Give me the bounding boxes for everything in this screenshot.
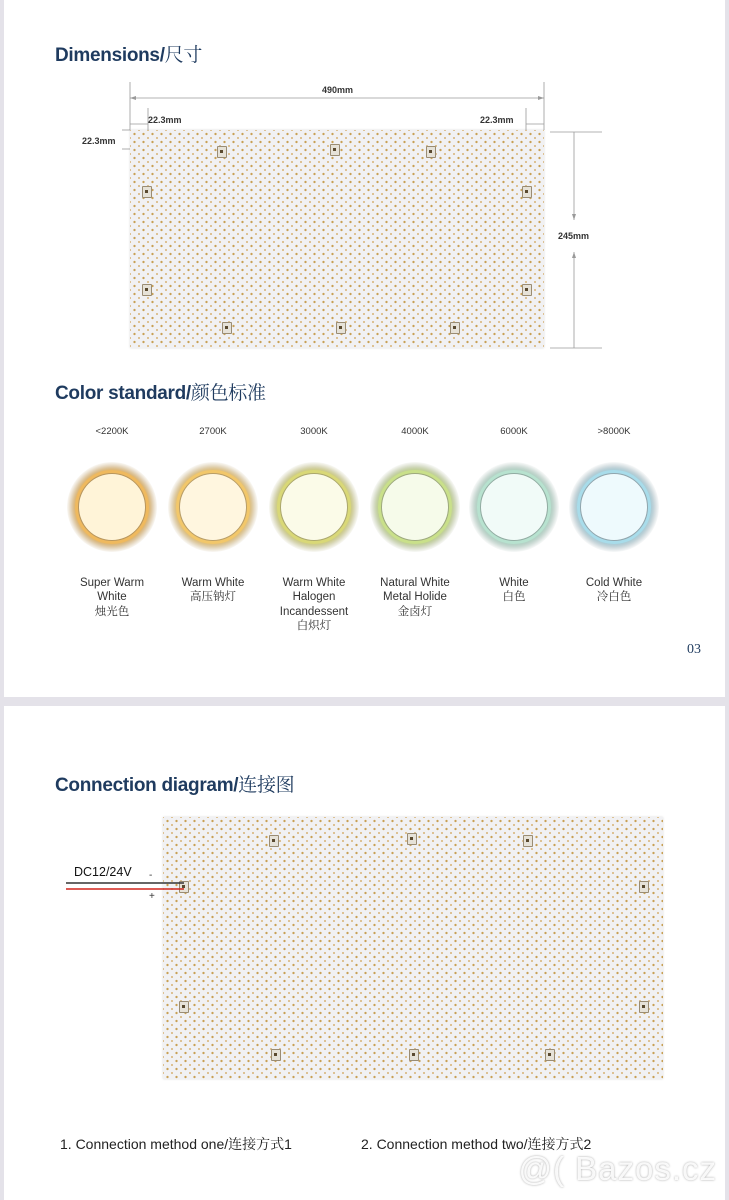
voltage-label: DC12/24V [74, 865, 132, 879]
panel-connector [142, 284, 152, 296]
width-dimension: 490mm [322, 85, 354, 95]
dimensions-title-cn: 尺寸 [164, 45, 203, 66]
color-label-line: 白炽灯 [296, 620, 332, 633]
power-wires [60, 880, 190, 896]
panel-connector [639, 881, 649, 893]
color-label-line: Natural White [380, 577, 450, 589]
page-number: 03 [687, 642, 701, 657]
kelvin-label: 4000K [401, 426, 429, 437]
minus-sign: - [149, 870, 153, 881]
color-label-line: Cold White [585, 577, 643, 589]
color-label-line: Warm White [282, 577, 346, 589]
color-swatch-circle [569, 462, 659, 552]
color-label-line: White [499, 577, 529, 589]
color-standard-title-en: Color standard/ [55, 383, 191, 404]
panel-connector [639, 1001, 649, 1013]
color-label [57, 576, 167, 619]
panel-connector [523, 835, 533, 847]
connection-method-one: 1. Connection method one/连接方式1 [60, 1136, 292, 1152]
right-margin-dimension: 22.3mm [480, 115, 514, 125]
left-margin-dimension: 22.3mm [148, 115, 182, 125]
color-label [360, 576, 470, 619]
color-standard-title-cn: 颜色标准 [190, 383, 266, 404]
connection-title-en: Connection diagram/ [55, 775, 239, 796]
panel-connector [217, 146, 227, 158]
color-label-line: 金卤灯 [397, 605, 433, 618]
plus-sign: + [149, 891, 155, 902]
connection-method-two: 2. Connection method two/连接方式2 [361, 1136, 592, 1152]
color-standard-heading [55, 378, 266, 405]
connection-heading [55, 770, 294, 797]
color-label-line: Warm White [181, 577, 245, 589]
connection-title-cn: 连接图 [238, 775, 295, 796]
color-swatch-circle [269, 462, 359, 552]
top-margin-dimension: 22.3mm [82, 136, 116, 146]
panel-connector [522, 186, 532, 198]
color-swatch-circle [469, 462, 559, 552]
color-label-line: Incandessent [279, 605, 349, 618]
led-panel-image [130, 130, 544, 348]
height-dimension: 245mm [558, 231, 590, 241]
kelvin-label: >8000K [597, 426, 631, 437]
panel-connector [336, 322, 346, 334]
panel-connector [179, 1001, 189, 1013]
panel-connector [269, 835, 279, 847]
panel-connector [407, 833, 417, 845]
panel-connector [522, 284, 532, 296]
connection-panel-image [163, 817, 663, 1079]
kelvin-label: 3000K [300, 426, 328, 437]
color-swatch-circle [370, 462, 460, 552]
color-label-line: 冷白色 [596, 591, 632, 604]
panel-connector [142, 186, 152, 198]
color-label-line: 白色 [502, 591, 526, 604]
dimensions-title-en: Dimensions/ [55, 45, 165, 66]
color-label-line: White [97, 591, 127, 604]
color-label [158, 576, 268, 605]
color-label-line: 高压钠灯 [190, 591, 236, 604]
watermark: @( Bazos.cz [518, 1150, 717, 1187]
panel-connector [450, 322, 460, 334]
color-swatch-circle [168, 462, 258, 552]
color-label [259, 576, 369, 634]
panel-connector [426, 146, 436, 158]
kelvin-label: 2700K [199, 426, 227, 437]
color-label [559, 576, 669, 605]
color-label-line: Metal Holide [383, 591, 447, 604]
panel-connector [409, 1049, 419, 1061]
color-swatch-circle [67, 462, 157, 552]
color-label-line: Super Warm [79, 577, 145, 589]
panel-connector [545, 1049, 555, 1061]
panel-connector [330, 144, 340, 156]
panel-connector [271, 1049, 281, 1061]
kelvin-label: 6000K [500, 426, 528, 437]
color-label-line: 烛光色 [94, 605, 130, 618]
kelvin-label: <2200K [95, 426, 129, 437]
color-label [459, 576, 569, 605]
color-label-line: Halogen [292, 591, 336, 604]
spec-page-dimensions [4, 0, 725, 697]
panel-connector [222, 322, 232, 334]
